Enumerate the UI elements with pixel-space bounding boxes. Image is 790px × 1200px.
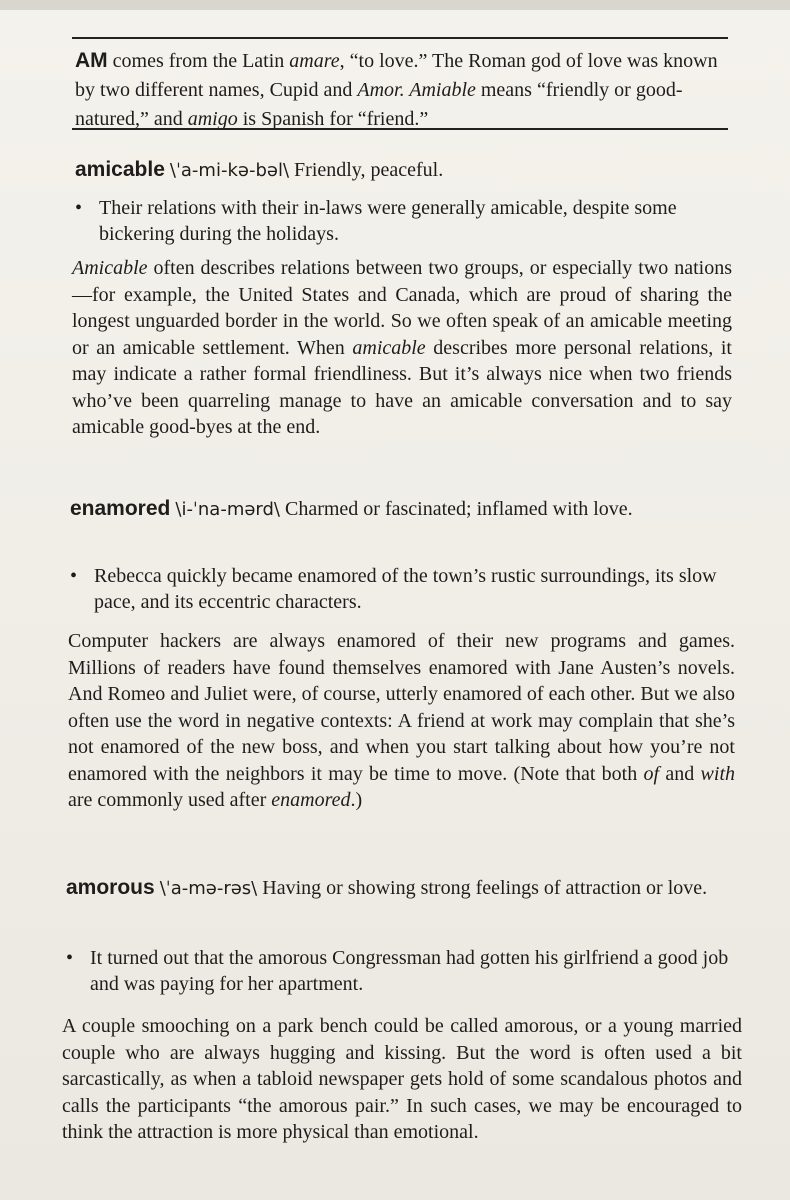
entry-amorous-example [66, 945, 738, 997]
definition: Friendly, peaceful. [289, 159, 444, 181]
headword: amorous [66, 876, 155, 899]
page-top-edge [0, 0, 790, 10]
entry-amorous-discussion: A couple smooching on a park bench could be called amorous, or a young married couple who are always hugging and kissing. But the word is often used a bit sarcastically, as when a tabloid newspaper gets hold of some scandalous photos and calls the participants “the amorous pair.” In such cases, we may be encouraged to think the attraction is more physical than emotional. [62, 1015, 742, 1143]
pronunciation: \ˈa-mə-rəs\ [159, 878, 258, 899]
example-text: Rebecca quickly became enamored of the town’s rustic surroundings, its slow pace, and its eccentric characters. [94, 565, 717, 613]
etymology-note: AM comes from the Latin amare, “to love.” The Roman god of love was known by two different names, Cupid and Amor. Amiable means “friendly or good-natured,” and amigo is Spanish for “friend.” [75, 49, 718, 130]
bullet: • [66, 947, 74, 969]
entry-amicable-heading [75, 156, 735, 185]
root-head: AM [75, 49, 108, 72]
entry-enamored-example [70, 563, 735, 615]
pronunciation: \ˈa-mi-kə-bəl\ [169, 160, 290, 181]
entry-amicable-discussion: Amicable often describes relations between two groups, or especially two nations—for example, the United States and Canada, which are proud of sharing the longest unguarded border in the world. So we often speak of an amicable meeting or an amicable settlement. When amicable describes more personal relations, it may indicate a rather formal friendliness. But it’s always nice when two friends who’ve been quarreling manage to have an amicable conversation and to say amicable good-byes at the end. [72, 257, 732, 438]
entry-enamored-discussion: Computer hackers are always enamored of their new programs and games. Millions of readers have found themselves enamored with Jane Austen’s novels. And Romeo and Juliet were, of course, utterly enamored of each other. But we also often use the word in negative contexts: A friend at work may complain that she’s not enamored of the new boss, and when you start talking about how you’re not enamored with the neighbors it may be time to move. (Note that both of and with are commonly used after enamored.) [68, 630, 735, 811]
entry-enamored-heading [70, 495, 735, 524]
top-rule [72, 37, 728, 39]
entry-amicable-example [75, 195, 730, 247]
entry-amorous-heading [66, 874, 736, 903]
bullet: • [75, 197, 83, 219]
headword: enamored [70, 497, 171, 520]
definition: Having or showing strong feelings of attraction or love. [257, 877, 708, 899]
headword: amicable [75, 158, 165, 181]
definition: Charmed or fascinated; inflamed with love. [280, 498, 633, 520]
pronunciation: \i-ˈna-mərd\ [175, 499, 280, 520]
example-text: Their relations with their in-laws were generally amicable, despite some bickering during the holidays. [99, 197, 677, 245]
bullet: • [70, 565, 78, 587]
bottom-rule [72, 128, 728, 130]
example-text: It turned out that the amorous Congressman had gotten his girlfriend a good job and was paying for her apartment. [90, 947, 729, 995]
